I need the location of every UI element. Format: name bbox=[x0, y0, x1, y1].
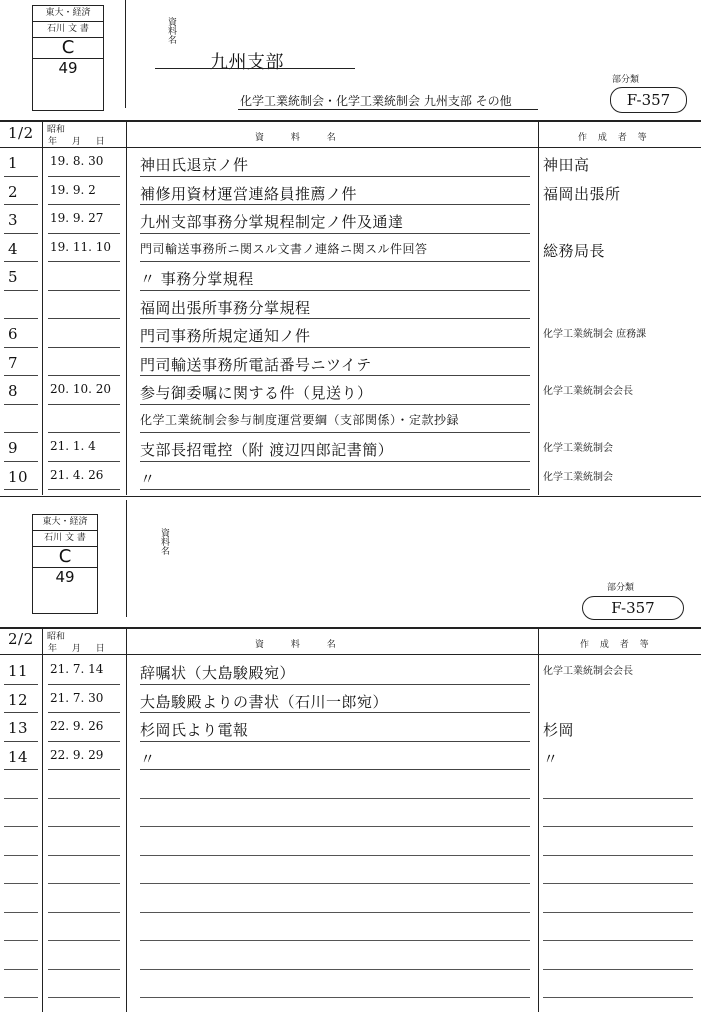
row-title: 支部長招電控（附 渡辺四郎記書簡） bbox=[140, 441, 394, 459]
blank-rule bbox=[543, 997, 693, 998]
blank-rule bbox=[140, 969, 530, 970]
author-header: 作 成 者 等 bbox=[578, 133, 651, 143]
row-author: 化学工業統制会 bbox=[543, 471, 613, 483]
blank-rule bbox=[48, 969, 120, 970]
blank-rule bbox=[543, 912, 693, 913]
row-date: 21. 7. 14 bbox=[50, 662, 104, 676]
row-author: 〃 bbox=[543, 749, 559, 768]
blank-rule bbox=[48, 855, 120, 856]
stamp-org: 東大・経済 bbox=[33, 6, 103, 22]
row-number: 11 bbox=[8, 662, 29, 680]
row-title: 化学工業統制会参与制度運営要綱（支部関係）・定款抄録 bbox=[140, 412, 460, 427]
stamp-number: 49 bbox=[55, 568, 75, 586]
row-author: 化学工業統制会 bbox=[543, 443, 613, 454]
subtitle: 化学工業統制会・化学工業統制会 九州支部 その他 bbox=[240, 94, 512, 108]
row-date: 21. 7. 30 bbox=[50, 690, 104, 705]
classification-code-2: F-357 bbox=[582, 596, 684, 620]
row-title: 〃 事務分掌規程 bbox=[140, 270, 254, 288]
row-number: 5 bbox=[8, 268, 19, 286]
blank-rule bbox=[140, 855, 530, 856]
title-header-2: 資 料 名 bbox=[255, 640, 348, 650]
blank-rule bbox=[48, 826, 120, 827]
blank-rule bbox=[4, 912, 38, 913]
title-header: 資 料 名 bbox=[255, 133, 348, 143]
material-label-2: 資料名 bbox=[159, 528, 169, 555]
blank-rule bbox=[543, 855, 693, 856]
blank-rule bbox=[140, 912, 530, 913]
classification-code: F-357 bbox=[610, 87, 687, 113]
row-title: 門司事務所規定通知ノ件 bbox=[140, 327, 311, 345]
row-number: 13 bbox=[8, 719, 29, 737]
row-number: 9 bbox=[8, 439, 19, 457]
row-author: 福岡出張所 bbox=[543, 184, 621, 203]
archive-stamp bbox=[32, 5, 104, 111]
row-date: 19. 11. 10 bbox=[50, 239, 112, 254]
row-title: 〃 bbox=[140, 749, 156, 768]
stamp-collection: 石川 文 書 bbox=[33, 22, 103, 38]
blank-rule bbox=[4, 883, 38, 884]
row-title: 九州支部事務分掌規程制定ノ件及通達 bbox=[140, 213, 404, 231]
row-number: 3 bbox=[8, 211, 19, 229]
row-number: 4 bbox=[8, 239, 19, 258]
page-indicator-2: 2/2 bbox=[8, 630, 34, 648]
era-header: 昭和 bbox=[47, 125, 66, 135]
row-number: 8 bbox=[8, 382, 19, 400]
stamp-letter: C bbox=[33, 38, 103, 59]
blank-rule bbox=[543, 826, 693, 827]
date-header-2: 年 月 日 bbox=[48, 644, 111, 654]
blank-rule bbox=[543, 940, 693, 941]
row-date: 21. 4. 26 bbox=[50, 467, 104, 482]
row-title: 辞嘱状（大島駿殿宛） bbox=[140, 664, 296, 682]
blank-rule bbox=[4, 855, 38, 856]
row-title: 補修用資材運営連絡員推薦ノ件 bbox=[140, 184, 358, 203]
row-author: 杉岡 bbox=[543, 721, 575, 739]
row-title: 門司輸送事務所ニ関スル文書ノ連絡ニ関スル件回答 bbox=[140, 241, 428, 256]
row-title: 〃 bbox=[140, 469, 156, 488]
blank-rule bbox=[4, 969, 38, 970]
row-title: 参与御委嘱に関する件（見送り） bbox=[140, 384, 373, 402]
row-date: 19. 9. 27 bbox=[50, 211, 104, 225]
classification-label-2: 部分類 bbox=[607, 583, 635, 593]
blank-rule bbox=[140, 883, 530, 884]
blank-rule bbox=[543, 798, 693, 799]
row-author: 総務局長 bbox=[543, 241, 606, 260]
row-author: 化学工業統制会会長 bbox=[543, 386, 633, 397]
row-title: 大島駿殿よりの書状（石川一郎宛） bbox=[140, 692, 389, 711]
date-header: 年 月 日 bbox=[48, 137, 111, 147]
row-author: 神田高 bbox=[543, 156, 590, 174]
row-date: 19. 8. 30 bbox=[50, 154, 104, 168]
row-date: 22. 9. 26 bbox=[50, 719, 104, 733]
era-header-2: 昭和 bbox=[47, 632, 66, 642]
classification-label: 部分類 bbox=[612, 75, 640, 85]
row-author: 化学工業統制会 庶務課 bbox=[543, 329, 647, 340]
blank-rule bbox=[48, 912, 120, 913]
row-title: 門司輸送事務所電話番号ニツイテ bbox=[140, 355, 372, 374]
blank-rule bbox=[48, 997, 120, 998]
row-number: 7 bbox=[8, 353, 19, 372]
blank-rule bbox=[4, 997, 38, 998]
stamp-number: 49 bbox=[58, 59, 78, 77]
row-number: 12 bbox=[8, 690, 29, 709]
blank-rule bbox=[48, 883, 120, 884]
row-title: 神田氏退京ノ件 bbox=[140, 156, 249, 174]
blank-rule bbox=[48, 798, 120, 799]
material-name: 九州支部 bbox=[210, 52, 284, 73]
row-number: 14 bbox=[8, 747, 29, 766]
author-header-2: 作 成 者 等 bbox=[580, 640, 653, 650]
row-date: 20. 10. 20 bbox=[50, 382, 112, 396]
row-title: 福岡出張所事務分掌規程 bbox=[140, 298, 311, 317]
row-author: 化学工業統制会会長 bbox=[543, 666, 633, 677]
blank-rule bbox=[4, 798, 38, 799]
row-date: 21. 1. 4 bbox=[50, 439, 96, 453]
stamp-org: 東大・経済 bbox=[33, 515, 97, 531]
blank-rule bbox=[140, 997, 530, 998]
blank-rule bbox=[543, 969, 693, 970]
row-date: 19. 9. 2 bbox=[50, 182, 96, 197]
blank-rule bbox=[140, 798, 530, 799]
blank-rule bbox=[48, 940, 120, 941]
row-title: 杉岡氏より電報 bbox=[140, 721, 249, 739]
blank-rule bbox=[543, 883, 693, 884]
archive-stamp-2 bbox=[32, 514, 98, 614]
stamp-collection: 石川 文 書 bbox=[33, 531, 97, 547]
stamp-letter: C bbox=[33, 547, 97, 568]
row-date: 22. 9. 29 bbox=[50, 747, 104, 762]
row-number: 1 bbox=[8, 154, 19, 172]
material-label: 資料名 bbox=[166, 17, 176, 44]
row-number: 2 bbox=[8, 182, 19, 201]
row-number: 10 bbox=[8, 467, 29, 486]
blank-rule bbox=[4, 826, 38, 827]
page-indicator: 1/2 bbox=[8, 124, 34, 142]
blank-rule bbox=[140, 826, 530, 827]
blank-rule bbox=[140, 940, 530, 941]
blank-rule bbox=[4, 940, 38, 941]
row-number: 6 bbox=[8, 325, 19, 343]
